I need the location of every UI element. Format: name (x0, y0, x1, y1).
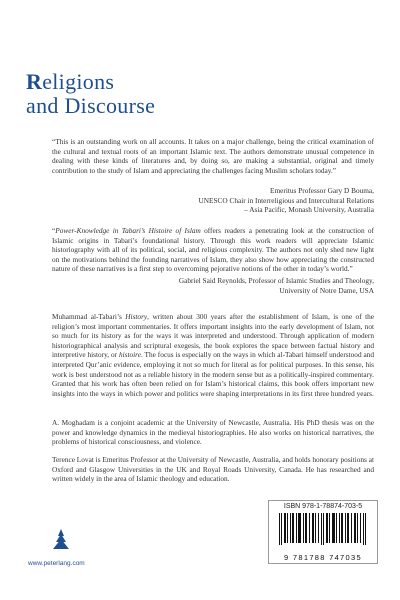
author-bio-lovat (52, 455, 374, 484)
endorsement-2-attribution (74, 276, 374, 295)
endorsement-1-role: UNESCO Chair in Interreligious and Intercultural Relations (198, 195, 374, 205)
author-bio-moghadam (52, 418, 374, 447)
barcode-digits: 9 781788 747035 (284, 553, 362, 562)
endorsement-2-text (52, 226, 374, 274)
book-title-italic: Power-Knowledge in Tabari’s Histoire of Islam (55, 226, 201, 235)
endorsement-1-org: – Asia Pacific, Monash University, Australia (244, 205, 374, 215)
endorsement-1-name: Emeritus Professor Gary D Bouma, (270, 186, 374, 195)
book-description-text (52, 312, 374, 398)
description-part-3: . The focus is especially on the ways in which al-Tabari himself understood and interpreted Qur’anic evidence, employing it not so much for literal as for political purposes. In this sense, his work is best understood not as a reliable history in the modern sense but as a politically-inspired commentary. Granted that his work has often been relied on for Islam’s historical claims, this book offers important new insights into the ways in which power and politics were shaping interpretations in its first three hundred years. (52, 350, 374, 398)
description-histoire-italic: histoire (118, 350, 141, 360)
endorsement-1 (52, 137, 374, 175)
endorsement-2-body: offers readers a penetrating look at the construction of Islamic origins in Tabari’s foundational history. Through this work readers will appreciate Islamic historiography with all of its political, social, and religious complexity. The authors not only shed new light on the motivations behind the founding narratives of Islam, they also show how appreciating the constructed nature of these narratives is a first step to overcoming pejorative notions of the other in today’s world.” (52, 226, 375, 274)
endorsement-2-org: University of Notre Dame, USA (279, 285, 374, 295)
publisher-url[interactable]: www.peterlang.com (28, 560, 85, 567)
series-title-cap-r: R (26, 69, 43, 94)
description-part-2: , written about 300 years after the establishment of Islam, is one of the religion’s most important commentaries. It offers important insights into the early development of Islam, not so much for its history as for the ways it was interpreted and understood. Through application of modern historiographical analysis and scriptural exegesis, the book explores the space between factual history and interpretive history, or (52, 312, 374, 360)
series-title (26, 70, 155, 118)
endorsement-2-open-quote: “ (52, 226, 56, 235)
description-history-italic: History (125, 312, 148, 321)
series-title-line-1 (26, 70, 155, 94)
endorsement-1-text: “This is an outstanding work on all accounts. It takes on a major challenge, being the critical examination of the cultural and textual roots of an important Islamic text. The authors demonstrate unusual competence in dealing with these kinds of literatures and, by doing so, are making a substantial, original and timely contribution to the study of Islam and appreciating the challenges facing Muslim scholars today.” (52, 137, 374, 175)
isbn-barcode-box (268, 500, 378, 564)
author-bio-1-text: A. Moghadam is a conjoint academic at the University of Newcastle, Australia. His PhD thesis was on the power and knowledge dynamics in the medieval historiographies. He also works on historical narratives, the problems of historical consciousness, and violence. (52, 418, 374, 447)
isbn-label: ISBN 978-1-78874-703-5 (283, 503, 363, 510)
endorsement-2 (52, 226, 374, 274)
description-part-1: Muhammad al-Tabari’s (52, 312, 126, 321)
series-title-line-2 (26, 94, 155, 118)
series-title-rest-2: iscourse (80, 93, 156, 118)
peter-lang-logo-icon (50, 528, 72, 550)
endorsement-2-name: Gabriel Said Reynolds, Professor of Islamic Studies and Theology, (178, 276, 374, 285)
series-title-rest-1: eligions (42, 69, 115, 94)
author-bio-2-text: Terence Lovat is Emeritus Professor at the University of Newcastle, Australia, and holds honorary positions at Oxford and Glasgow Universities in the UK and Royal Roads University, Canada. He has researched and written widely in the area of Islamic theology and education. (52, 455, 374, 484)
barcode-icon (277, 513, 369, 551)
endorsement-1-attribution (114, 186, 374, 215)
series-title-and: and D (26, 93, 81, 118)
book-description (52, 312, 374, 398)
